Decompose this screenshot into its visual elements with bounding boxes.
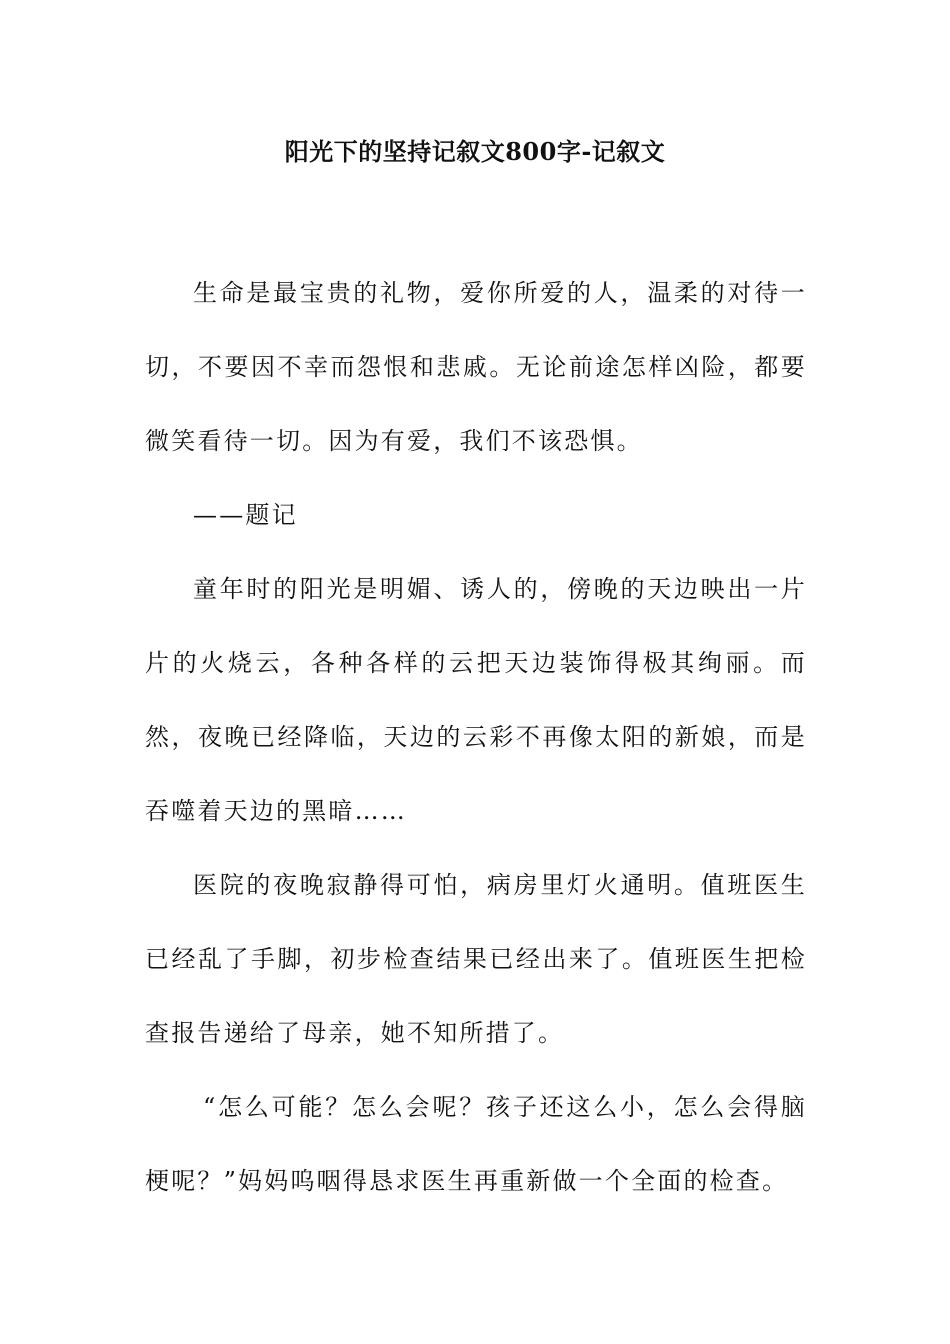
paragraph-epigraph: 生命是最宝贵的礼物，爱你所爱的人，温柔的对待一切，不要因不幸而怨恨和悲戚。无论前途怎样凶险，都要微笑看待一切。因为有爱，我们不该恐惧。: [145, 279, 807, 455]
document-title: 阳光下的坚持记叙文800字-记叙文: [284, 137, 666, 166]
paragraph-mother-quote: “怎么可能？怎么会呢？孩子还这么小，怎么会得脑梗呢？”妈妈呜咽得恳求医生再重新做一个全面的检查。: [145, 1093, 807, 1195]
paragraph-childhood-sunset: 童年时的阳光是明媚、诱人的，傍晚的天边映出一片片的火烧云，各种各样的云把天边装饰得极其绚丽。而然，夜晚已经降临，天边的云彩不再像太阳的新娘，而是吞噬着天边的黑暗……: [145, 575, 807, 825]
document-body: [145, 256, 807, 1218]
paragraph-epigraph-attribution: ——题记: [193, 501, 298, 529]
paragraph-hospital-night: 医院的夜晚寂静得可怕，病房里灯火通明。值班医生已经乱了手脚，初步检查结果已经出来了。值班医生把检查报告递给了母亲，她不知所措了。: [145, 871, 807, 1047]
